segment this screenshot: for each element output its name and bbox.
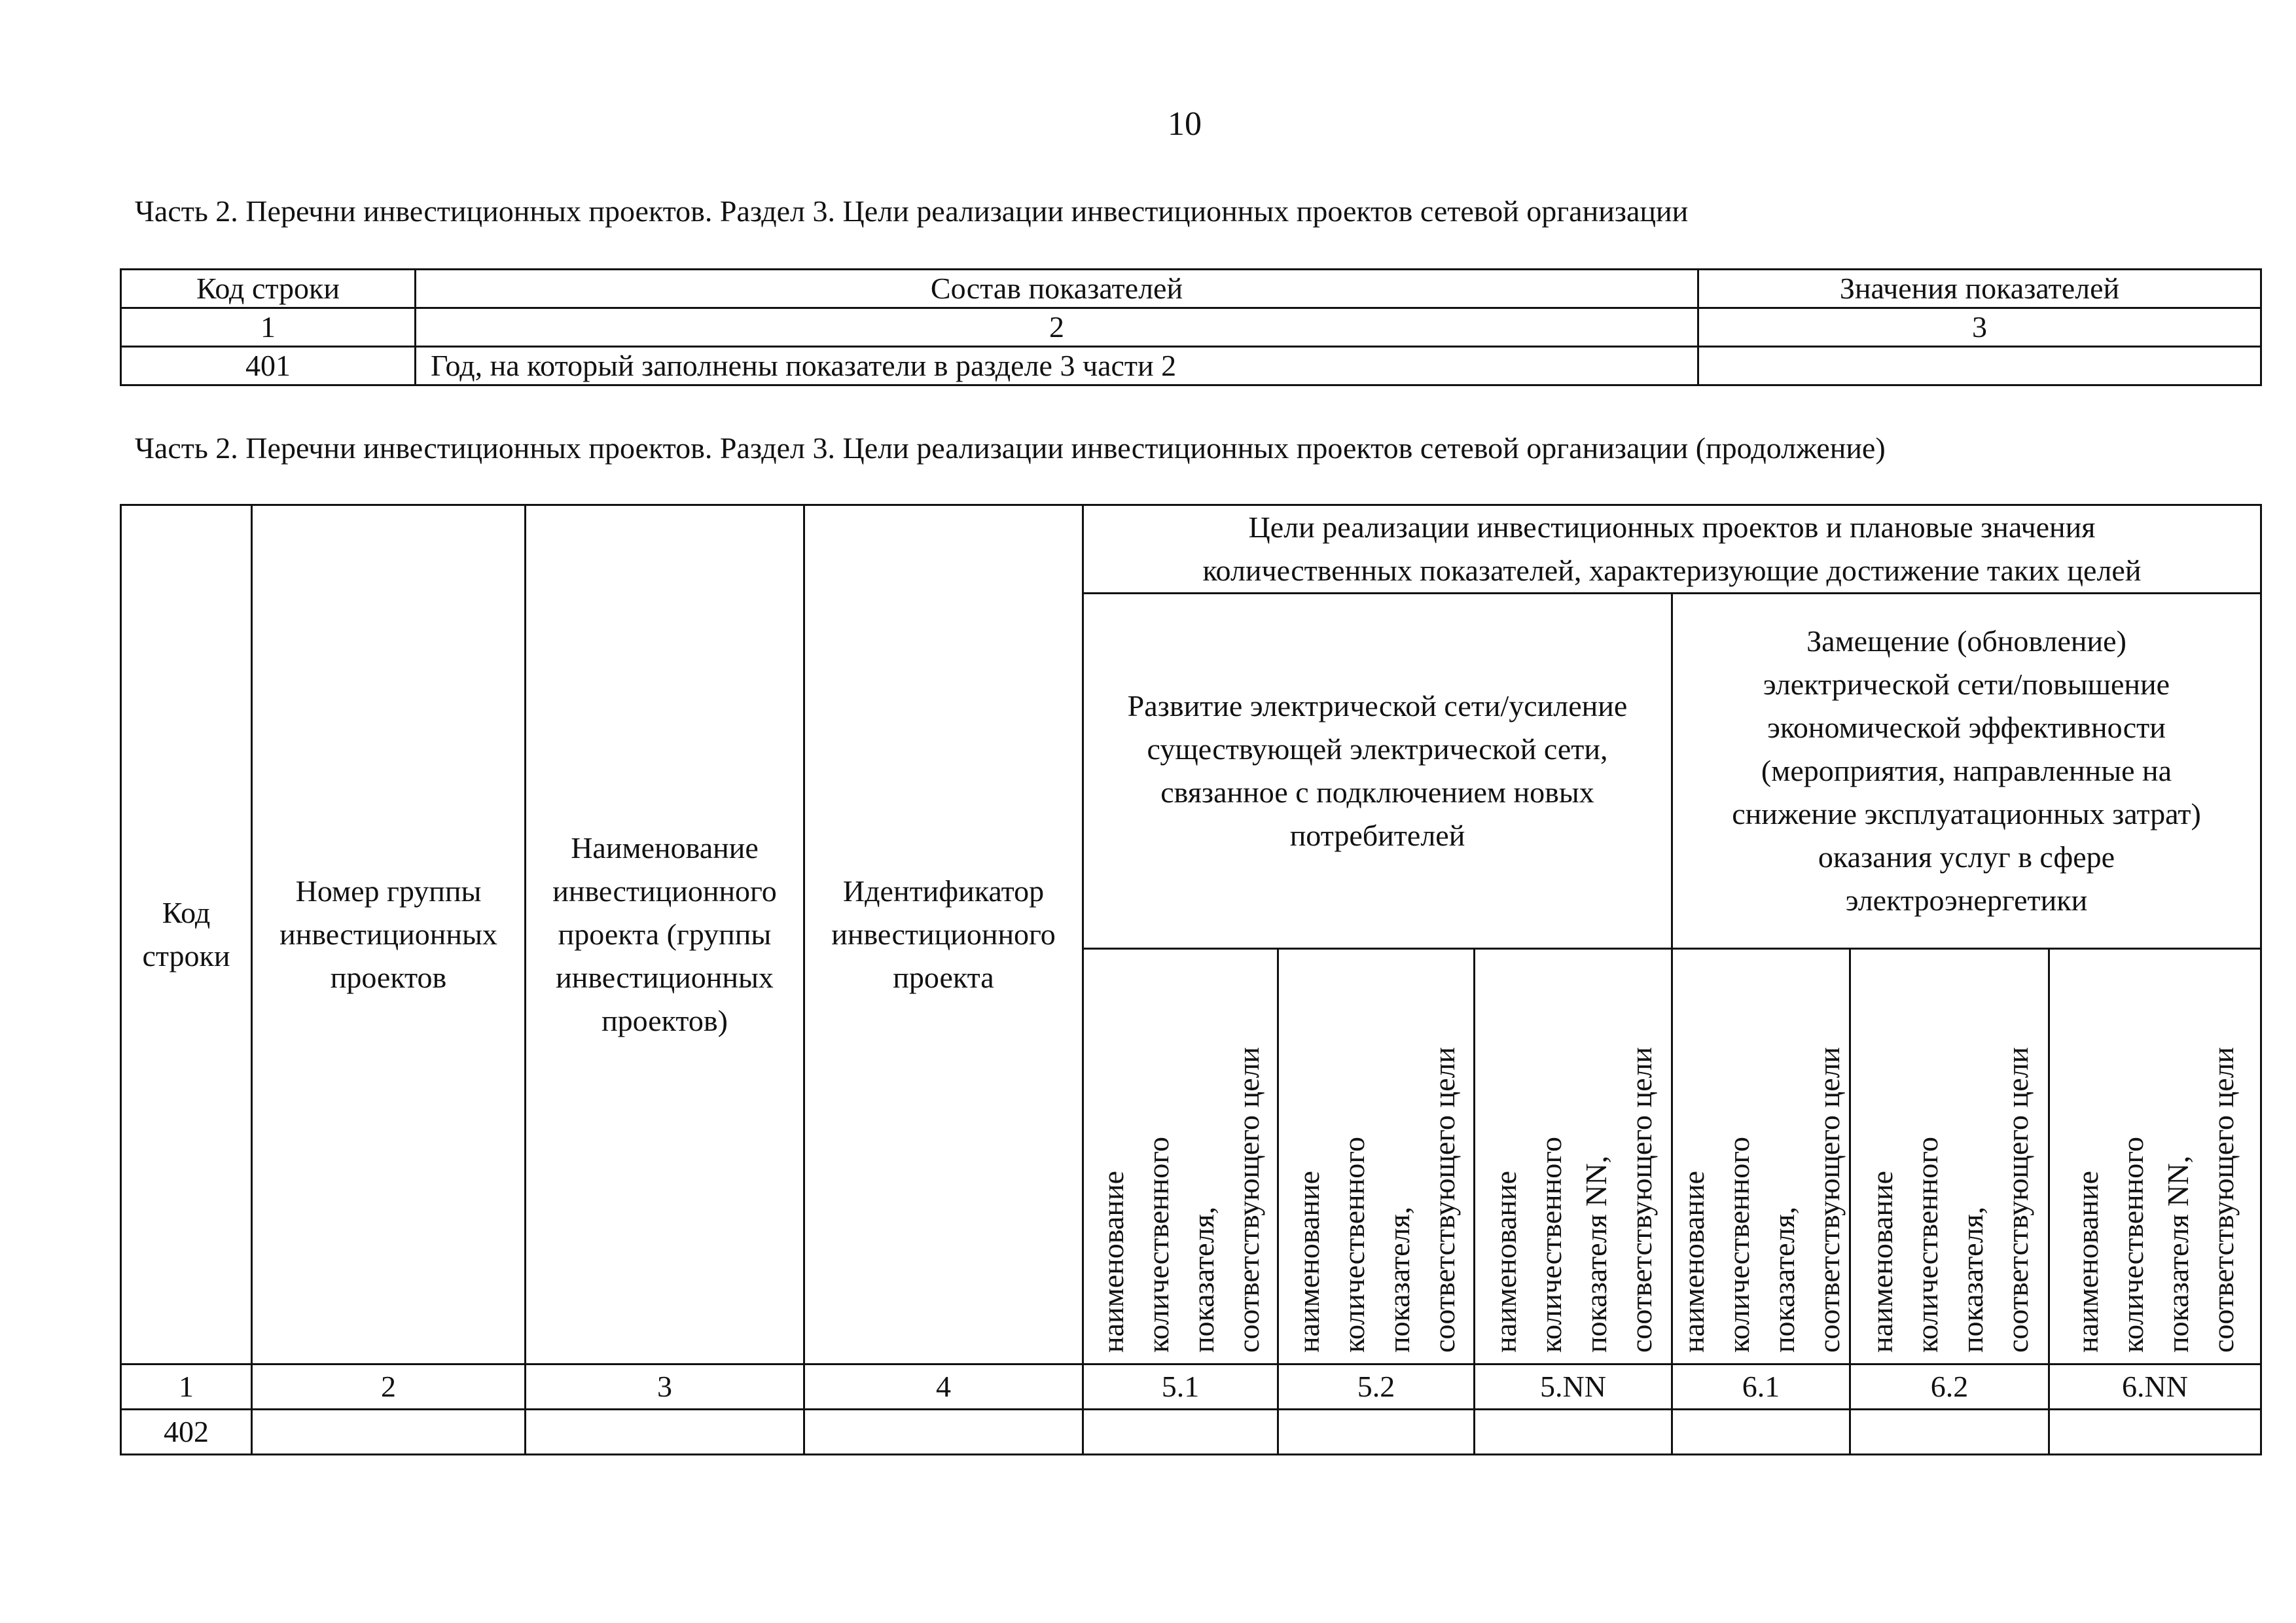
- empty-cell: [2049, 1410, 2261, 1455]
- column-number: 2: [416, 308, 1698, 347]
- rotated-text: соответствующего цели: [1231, 1046, 1265, 1353]
- header-indicator-5-2: [1278, 949, 1475, 1364]
- header-text: (мероприятия, направленные на: [1761, 754, 2172, 787]
- header-text: электрической сети/повышение: [1763, 668, 2170, 701]
- rotated-label: [1671, 960, 1852, 1353]
- header-text: проекта (группы: [558, 918, 772, 951]
- empty-cell: [1083, 1410, 1278, 1455]
- header-text: Номер группы: [295, 874, 482, 908]
- header-indicator-6-1: [1672, 949, 1850, 1364]
- rotated-text: показателя,: [1767, 1206, 1801, 1353]
- rotated-label: [1483, 960, 1664, 1353]
- rotated-text: соответствующего цели: [2000, 1046, 2034, 1353]
- header-values: Значения показателей: [1698, 270, 2261, 308]
- rotated-text: количественного: [2115, 1136, 2149, 1353]
- rotated-text: количественного: [1141, 1136, 1175, 1353]
- column-number: 5.1: [1083, 1364, 1278, 1410]
- header-text: оказания услуг в сфере: [1818, 840, 2115, 874]
- rotated-text: показателя,: [1382, 1206, 1416, 1353]
- column-number: 6.1: [1672, 1364, 1850, 1410]
- header-text: экономической эффективности: [1767, 711, 2166, 744]
- empty-cell: [1672, 1410, 1850, 1455]
- rotated-text: показателя NN,: [1579, 1155, 1613, 1353]
- rotated-text: количественного: [1721, 1136, 1755, 1353]
- goals-table: [120, 504, 2262, 1455]
- column-number: 1: [121, 308, 416, 347]
- empty-cell: [804, 1410, 1083, 1455]
- rotated-label: [2065, 960, 2246, 1353]
- goals-header-row-1: [121, 505, 2261, 594]
- summary-table: [120, 268, 2262, 386]
- header-text: Развитие электрической сети/усиление: [1127, 689, 1628, 722]
- section-heading-1: Часть 2. Перечни инвестиционных проектов. Раздел 3. Цели реализации инвестиционных проектов сетевой организации: [135, 194, 1689, 228]
- header-text: электроэнергетики: [1845, 883, 2088, 917]
- empty-cell: [1475, 1410, 1672, 1455]
- rotated-text: соответствующего цели: [1427, 1046, 1461, 1353]
- rotated-text: наименование: [1865, 1171, 1899, 1353]
- rotated-text: наименование: [2070, 1171, 2104, 1353]
- rotated-text: наименование: [1096, 1171, 1130, 1353]
- header-text: Наименование: [571, 831, 759, 865]
- section-heading-2: Часть 2. Перечни инвестиционных проектов. Раздел 3. Цели реализации инвестиционных проектов сетевой организации (продолжение): [135, 431, 1886, 465]
- rotated-text: соответствующего цели: [2206, 1046, 2240, 1353]
- rotated-text: показателя NN,: [2161, 1155, 2195, 1353]
- header-group-5: [1083, 594, 1672, 949]
- row-code-401: 401: [121, 347, 416, 385]
- column-number: 4: [804, 1364, 1083, 1410]
- header-indicator-5-nn: [1475, 949, 1672, 1364]
- header-indicator-5-1: [1083, 949, 1278, 1364]
- empty-cell: [252, 1410, 526, 1455]
- header-row-code: [121, 505, 252, 1364]
- rotated-text: показателя,: [1955, 1206, 1989, 1353]
- header-project-name: [526, 505, 804, 1364]
- column-number: 6.2: [1850, 1364, 2049, 1410]
- row-code-402: 402: [121, 1410, 252, 1455]
- summary-data-row: [121, 347, 2261, 385]
- header-text: инвестиционных: [279, 918, 497, 951]
- header-text: строки: [142, 939, 230, 972]
- rotated-text: количественного: [1910, 1136, 1944, 1353]
- row-label: Год, на который заполнены показатели в разделе 3 части 2: [416, 347, 1698, 385]
- header-text: Идентификатор: [842, 874, 1045, 908]
- empty-cell: [526, 1410, 804, 1455]
- header-text: Замещение (обновление): [1806, 624, 2126, 658]
- rotated-label: [1286, 960, 1467, 1353]
- header-text: Цели реализации инвестиционных проектов и плановые значения: [1248, 510, 2096, 544]
- summary-header-row: [121, 270, 2261, 308]
- header-text: проекта: [893, 961, 994, 994]
- empty-cell: [1278, 1410, 1475, 1455]
- header-project-group-number: [252, 505, 526, 1364]
- header-text: инвестиционных: [556, 961, 774, 994]
- page-number: 10: [1168, 105, 1202, 143]
- rotated-text: соответствующего цели: [1812, 1046, 1846, 1353]
- rotated-text: количественного: [1534, 1136, 1568, 1353]
- column-number: 2: [252, 1364, 526, 1410]
- rotated-label: [1090, 960, 1271, 1353]
- header-text: инвестиционного: [552, 874, 777, 908]
- header-text: Код: [162, 896, 211, 929]
- header-indicators: Состав показателей: [416, 270, 1698, 308]
- header-text: связанное с подключением новых: [1160, 776, 1594, 809]
- column-number: 5.2: [1278, 1364, 1475, 1410]
- header-text: количественных показателей, характеризующие достижение таких целей: [1202, 554, 2142, 587]
- header-text: проектов: [330, 961, 447, 994]
- rotated-text: наименование: [1676, 1171, 1710, 1353]
- rotated-text: соответствующего цели: [1624, 1046, 1658, 1353]
- rotated-text: показателя,: [1186, 1206, 1220, 1353]
- column-number: 3: [526, 1364, 804, 1410]
- header-text: проектов): [601, 1004, 728, 1037]
- goals-data-row: [121, 1410, 2261, 1455]
- header-text: потребителей: [1289, 819, 1465, 852]
- header-indicator-6-2: [1850, 949, 2049, 1364]
- goals-number-row: [121, 1364, 2261, 1410]
- rotated-text: наименование: [1488, 1171, 1522, 1353]
- empty-cell: [1850, 1410, 2049, 1455]
- column-number: 1: [121, 1364, 252, 1410]
- header-row-code: Код строки: [121, 270, 416, 308]
- header-indicator-6-nn: [2049, 949, 2261, 1364]
- header-group-6: [1672, 594, 2261, 949]
- summary-number-row: [121, 308, 2261, 347]
- rotated-text: наименование: [1291, 1171, 1325, 1353]
- header-text: инвестиционного: [831, 918, 1056, 951]
- column-number: 6.NN: [2049, 1364, 2261, 1410]
- row-value-cell: [1698, 347, 2261, 385]
- column-number: 5.NN: [1475, 1364, 1672, 1410]
- header-goals: [1083, 505, 2261, 594]
- header-project-identifier: [804, 505, 1083, 1364]
- header-text: снижение эксплуатационных затрат): [1732, 797, 2201, 830]
- rotated-text: количественного: [1336, 1136, 1371, 1353]
- column-number: 3: [1698, 308, 2261, 347]
- header-text: существующей электрической сети,: [1147, 732, 1608, 766]
- rotated-label: [1859, 960, 2040, 1353]
